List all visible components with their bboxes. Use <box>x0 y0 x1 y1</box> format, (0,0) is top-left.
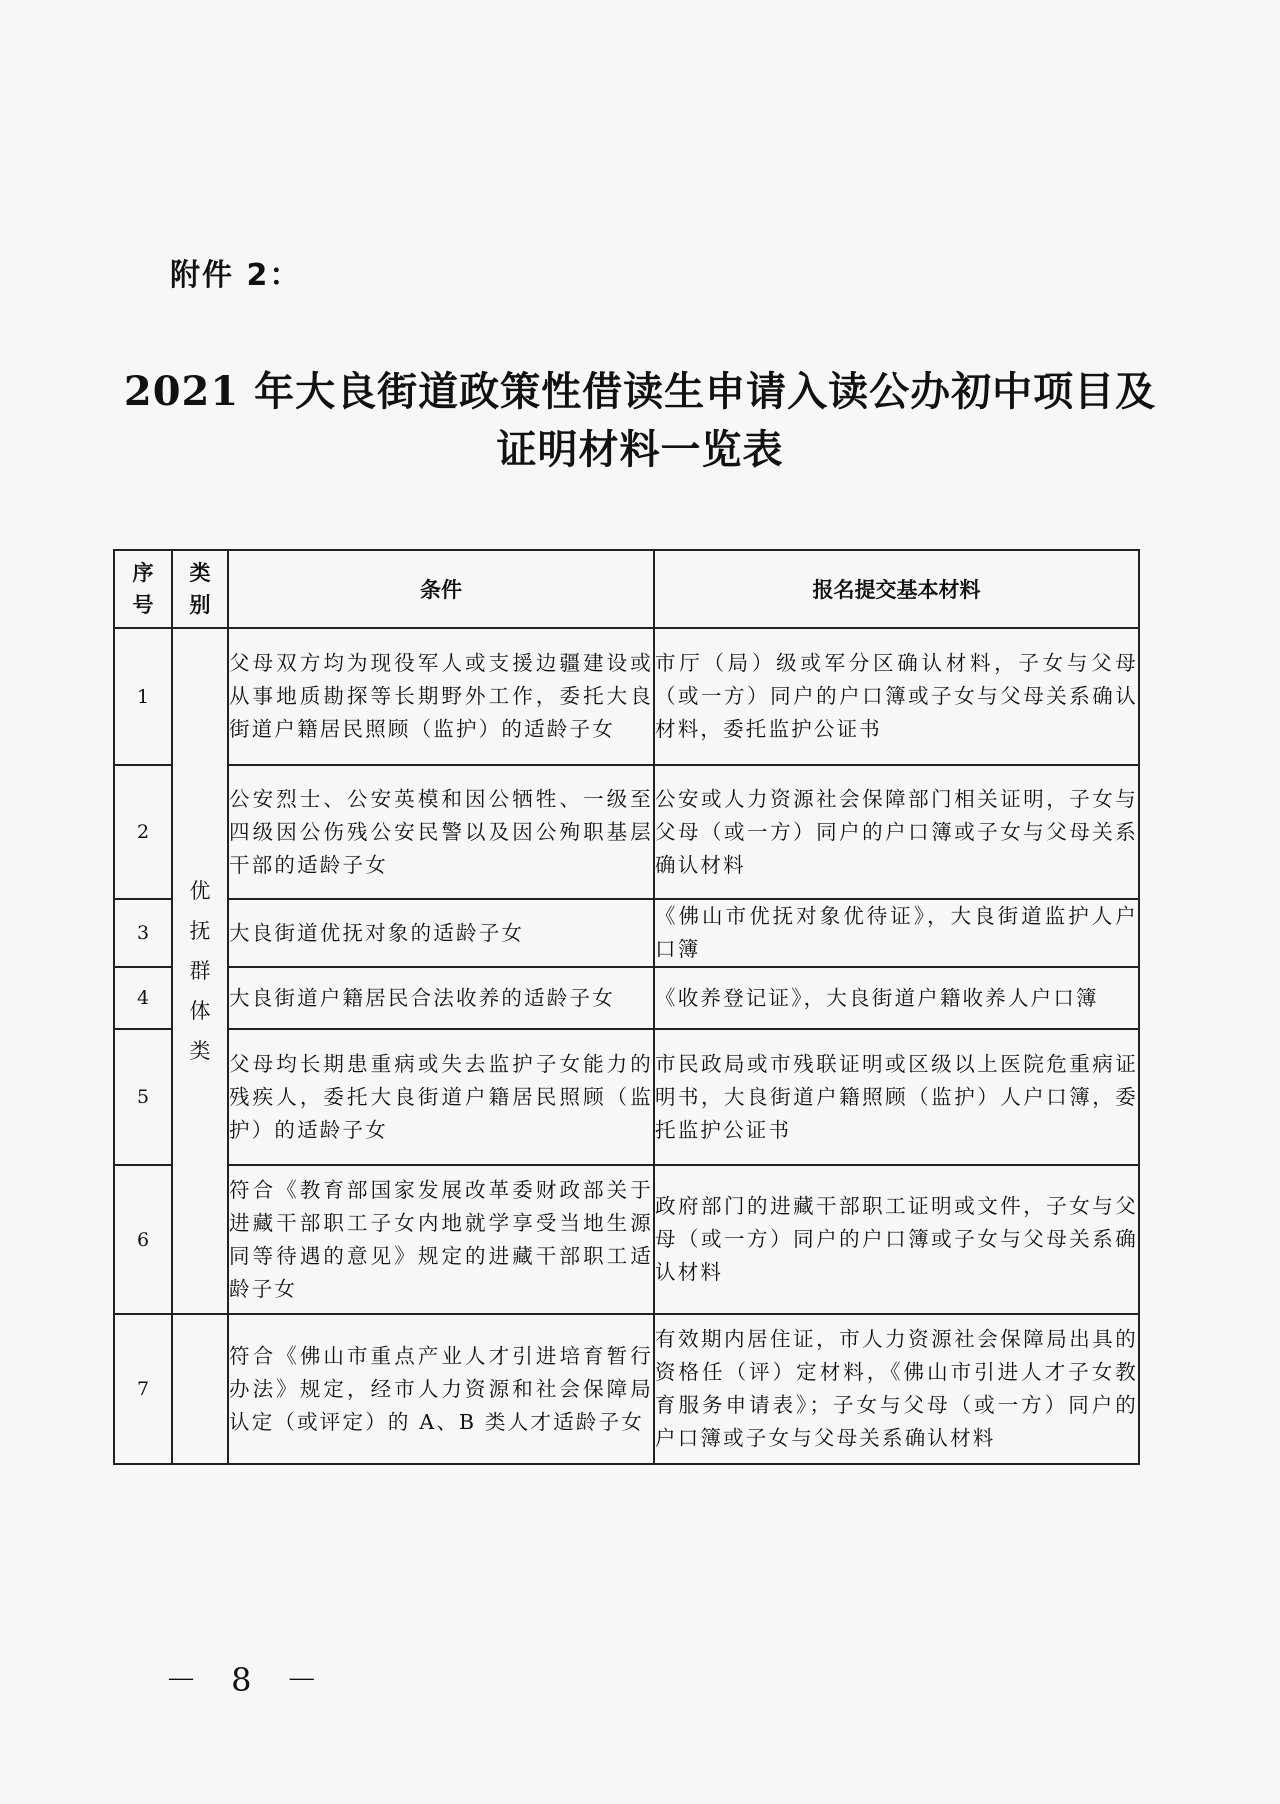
condition-cell: 公安烈士、公安英模和因公牺牲、一级至四级因公伤残公安民警以及因公殉职基层干部的适龄子女 <box>228 765 654 899</box>
table-row <box>114 628 1139 765</box>
condition-cell: 符合《佛山市重点产业人才引进培育暂行办法》规定，经市人力资源和社会保障局认定（或评定）的 A、B 类人才适龄子女 <box>228 1314 654 1464</box>
materials-cell: 市厅（局）级或军分区确认材料，子女与父母（或一方）同户的户口簿或子女与父母关系确认材料，委托监护公证书 <box>654 628 1139 765</box>
category-cell <box>172 1314 228 1464</box>
document-title-line-1: 2021 年大良街道政策性借读生申请入读公办初中项目及 <box>123 368 1157 415</box>
header-condition: 条件 <box>228 550 654 628</box>
attachment-label: 附件 2： <box>170 258 302 293</box>
materials-cell: 市民政局或市残联证明或区级以上医院危重病证明书，大良街道户籍照顾（监护）人户口簿，委托监护公证书 <box>654 1029 1139 1165</box>
table-header-row <box>114 550 1139 628</box>
materials-cell: 公安或人力资源社会保障部门相关证明，子女与父母（或一方）同户的户口簿或子女与父母关系确认材料 <box>654 765 1139 899</box>
row-no: 4 <box>114 967 172 1029</box>
materials-cell: 政府部门的进藏干部职工证明或文件，子女与父母（或一方）同户的户口簿或子女与父母关系确认材料 <box>654 1165 1139 1314</box>
condition-cell: 大良街道户籍居民合法收养的适龄子女 <box>228 967 654 1029</box>
table-row <box>114 1314 1139 1464</box>
row-no: 5 <box>114 1029 172 1165</box>
header-no: 序号 <box>114 550 172 628</box>
row-no: 1 <box>114 628 172 765</box>
condition-cell: 符合《教育部国家发展改革委财政部关于进藏干部职工子女内地就学享受当地生源同等待遇的意见》规定的进藏干部职工适龄子女 <box>228 1165 654 1314</box>
row-no: 2 <box>114 765 172 899</box>
row-no: 7 <box>114 1314 172 1464</box>
document-title-line-2: 证明材料一览表 <box>496 426 784 473</box>
table-row <box>114 899 1139 967</box>
header-materials: 报名提交基本材料 <box>654 550 1139 628</box>
condition-cell: 父母均长期患重病或失去监护子女能力的残疾人，委托大良街道户籍居民照顾（监护）的适龄子女 <box>228 1029 654 1165</box>
table-row <box>114 1029 1139 1165</box>
page-number: － 8 － <box>165 1661 330 1699</box>
row-no: 3 <box>114 899 172 967</box>
table-row <box>114 967 1139 1029</box>
condition-cell: 父母双方均为现役军人或支援边疆建设或从事地质勘探等长期野外工作，委托大良街道户籍居民照顾（监护）的适龄子女 <box>228 628 654 765</box>
materials-cell: 《收养登记证》，大良街道户籍收养人户口簿 <box>654 967 1139 1029</box>
header-category: 类别 <box>172 550 228 628</box>
materials-cell: 《佛山市优抚对象优待证》，大良街道监护人户口簿 <box>654 899 1139 967</box>
row-no: 6 <box>114 1165 172 1314</box>
materials-cell: 有效期内居住证，市人力资源社会保障局出具的资格任（评）定材料，《佛山市引进人才子女教育服务申请表》；子女与父母（或一方）同户的户口簿或子女与父母关系确认材料 <box>654 1314 1139 1464</box>
table-row <box>114 1165 1139 1314</box>
category-cell: 优抚群体类 <box>172 628 228 1314</box>
condition-cell: 大良街道优抚对象的适龄子女 <box>228 899 654 967</box>
materials-table <box>113 549 1140 1465</box>
table-row <box>114 765 1139 899</box>
